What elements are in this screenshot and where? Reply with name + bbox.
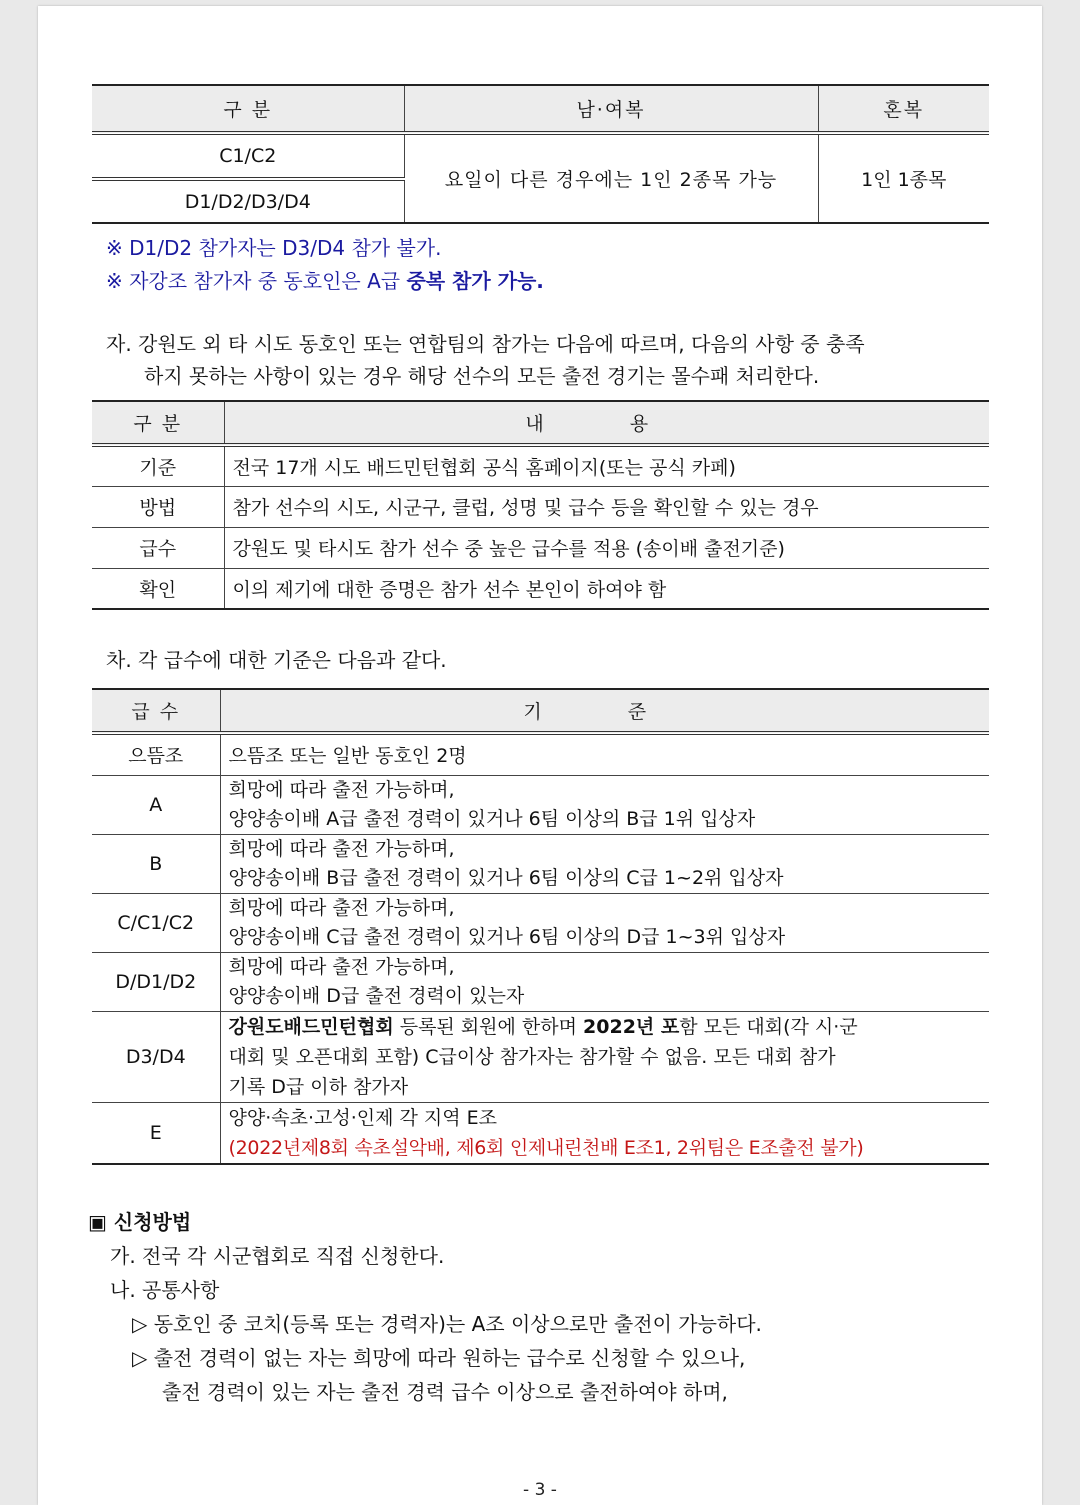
table-row: E 양양·속초·고성·인제 각 지역 E조 (2022년제8회 속초설악배, 제6회 인제내린천배 E조1, 2위팀은 E조출전 불가) [92, 1102, 989, 1164]
other-region-table [92, 400, 989, 610]
table-row: 기준 전국 17개 시도 배드민턴협회 공식 홈페이지(또는 공식 카페) [92, 445, 989, 486]
document-page [38, 6, 1042, 1505]
header-men-women: 남·여복 [404, 85, 818, 133]
header-criteria: 기 준 [220, 689, 989, 733]
table-row: D3/D4 강원도배드민턴협회 등록된 회원에 한하며 2022년 포함 모든 대회(각 시·군 대회 및 오픈대회 포함) C급이상 참가자는 참가할 수 없음. 모든 대회 참가 기록 D급 이하 참가자 [92, 1011, 989, 1102]
table-row: B 희망에 따라 출전 가능하며, 양양송이배 B급 출전 경력이 있거나 6팀 이상의 C급 1~2위 입상자 [92, 834, 989, 893]
entry-limit-table [92, 84, 989, 224]
common-bullet-career: ▷ 출전 경력이 없는 자는 희망에 따라 원하는 급수로 신청할 수 있으나, 출전 경력이 있는 자는 출전 경력 급수 이상으로 출전하여야 하며, [132, 1345, 746, 1404]
note-d1d2: ※ D1/D2 참가자는 D3/D4 참가 불가. [106, 236, 442, 260]
apply-item-ga: 가. 전국 각 시군협회로 직접 신청한다. [110, 1243, 445, 1268]
square-box-icon: ▣ [88, 1209, 107, 1234]
table-row: 확인 이의 제기에 대한 증명은 참가 선수 본인이 하여야 함 [92, 568, 989, 609]
grade-d1d4: D1/D2/D3/D4 [184, 190, 311, 213]
apply-title: ▣ 신청방법 [88, 1209, 192, 1234]
page-number: - 3 - [523, 1480, 557, 1500]
header-mixed: 혼복 [818, 85, 989, 133]
note-self-strong: ※ 자강조 참가자 중 동호인은 A급 중복 참가 가능. [106, 269, 544, 293]
grade-c1c2: C1/C2 [92, 133, 404, 179]
table-row: 급수 강원도 및 타시도 참가 선수 중 높은 급수를 적용 (송이배 출전기준) [92, 527, 989, 568]
common-bullet-coach: ▷ 동호인 중 코치(등록 또는 경력자)는 A조 이상으로만 출전이 가능하다. [132, 1311, 762, 1336]
header-content: 내 용 [224, 401, 989, 445]
table-row: 방법 참가 선수의 시도, 시군구, 클럽, 성명 및 급수 등을 확인할 수 있는 경우 [92, 486, 989, 527]
section-cha: 차. 각 급수에 대한 기준은 다음과 같다. [106, 648, 447, 672]
table-row: 으뜸조 으뜸조 또는 일반 동호인 2명 [92, 733, 989, 775]
apply-item-na: 나. 공통사항 [110, 1277, 220, 1302]
table-row: C/C1/C2 희망에 따라 출전 가능하며, 양양송이배 C급 출전 경력이 있거나 6팀 이상의 D급 1~3위 입상자 [92, 893, 989, 952]
header-grade: 급 수 [92, 689, 220, 733]
table-row: D/D1/D2 희망에 따라 출전 가능하며, 양양송이배 D급 출전 경력이 있는자 [92, 952, 989, 1011]
page-content [88, 84, 989, 1409]
section-ja: 자. 강원도 외 타 시도 동호인 또는 연합팀의 참가는 다음에 따르며, 다음의 사항 중 충족 하지 못하는 사항이 있는 경우 해당 선수의 모든 출전 경기는 몰수패 처리한다. [106, 332, 865, 388]
header-category: 구 분 [92, 85, 404, 133]
grade-criteria-table [92, 688, 989, 1165]
men-women-rule: 요일이 다른 경우에는 1인 2종목 가능 [404, 133, 818, 223]
table-row: A 희망에 따라 출전 가능하며, 양양송이배 A급 출전 경력이 있거나 6팀 이상의 B급 1위 입상자 [92, 775, 989, 834]
header-category: 구 분 [92, 401, 224, 445]
mixed-rule: 1인 1종목 [818, 133, 989, 223]
